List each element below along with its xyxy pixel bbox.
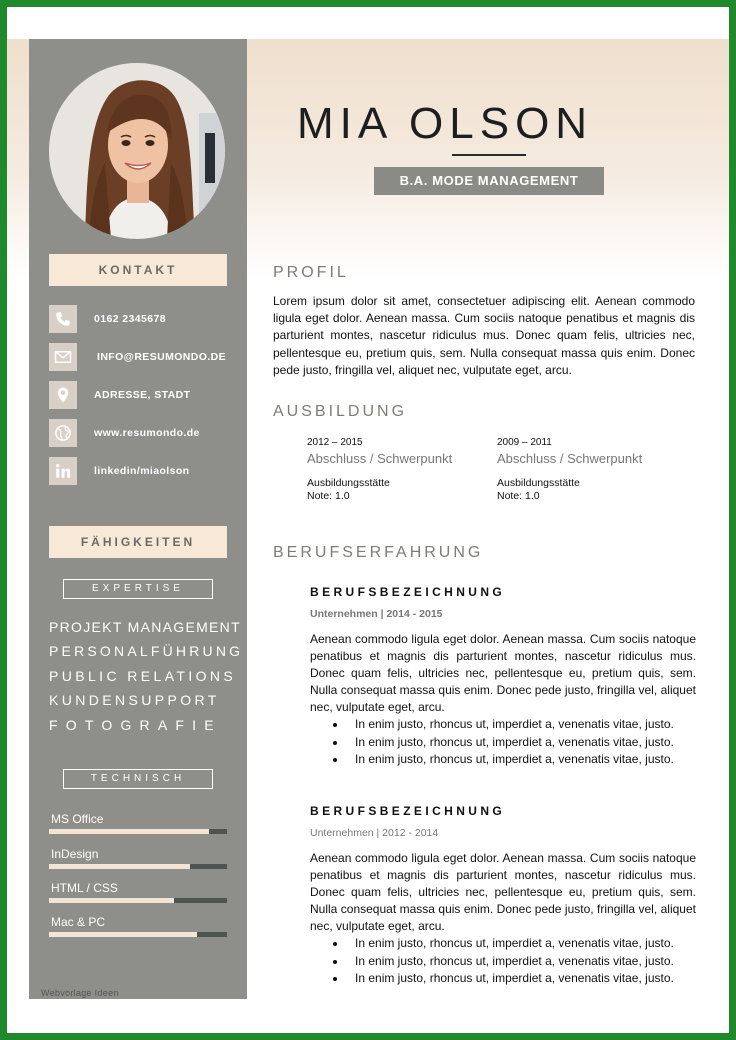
list-item: In enim justo, rhoncus ut, imperdiet a, venenatis vitae, justo. — [331, 734, 696, 752]
watermark: Webvorlage Ideen — [41, 988, 119, 998]
education-degree: Abschluss / Schwerpunkt — [497, 451, 643, 466]
job-entry — [310, 585, 696, 769]
contact-heading: KONTAKT — [49, 254, 227, 286]
contact-email-text: INFO@RESUMONDO.DE — [97, 351, 227, 363]
job-bullets — [331, 935, 696, 988]
education-years: 2012 – 2015 — [307, 437, 363, 448]
sidebar — [29, 39, 247, 999]
degree-badge: B.A. MODE MANAGEMENT — [374, 167, 604, 195]
job-entry — [310, 804, 696, 988]
education-years: 2009 – 2011 — [497, 437, 552, 448]
tech-skill-bar-fill — [49, 932, 197, 937]
education-school: Ausbildungsstätte — [497, 477, 580, 489]
linkedin-icon — [49, 457, 77, 485]
education-degree: Abschluss / Schwerpunkt — [307, 451, 453, 466]
tech-skill-bar-fill — [49, 898, 174, 903]
tech-skill-bar — [49, 932, 227, 937]
tech-skill-bar-fill — [49, 864, 190, 869]
skill-item: PUBLIC RELATIONS — [49, 668, 237, 684]
skill-item: FOTOGRAFIE — [49, 717, 222, 733]
list-item: In enim justo, rhoncus ut, imperdiet a, venenatis vitae, justo. — [331, 970, 696, 988]
list-item: In enim justo, rhoncus ut, imperdiet a, venenatis vitae, justo. — [331, 716, 696, 734]
tech-skill-mac-pc — [49, 915, 227, 937]
contact-email[interactable] — [49, 343, 239, 371]
job-title: BERUFSBEZEICHNUNG — [310, 804, 506, 818]
job-description: Aenean commodo ligula eget dolor. Aenean massa. Cum sociis natoque penatibus et magnis dis parturient montes, nascetur ridiculus mus. Donec quam felis, ultricies nec, pellentesque eu, pretium quis, sem. Nulla consequat massa quis enim. Donec pede justo, fringilla vel, aliquet nec, vulputate eget, arcu. — [310, 632, 696, 714]
tech-skill-label: HTML / CSS — [51, 881, 118, 895]
contact-linkedin-text: linkedin/miaolson — [94, 465, 190, 477]
tech-skill-bar — [49, 864, 227, 869]
candidate-name: MIA OLSON — [297, 99, 594, 148]
tech-skill-html-css — [49, 881, 227, 903]
location-icon — [49, 381, 77, 409]
contact-website[interactable] — [49, 419, 239, 447]
ausbildung-heading: AUSBILDUNG — [273, 403, 408, 420]
job-description: Aenean commodo ligula eget dolor. Aenean massa. Cum sociis natoque penatibus et magnis dis parturient montes, nascetur ridiculus mus. Donec quam felis, ultricies nec, pellentesque eu, pretium quis, sem. Nulla consequat massa quis enim. Donec pede justo, fringilla vel, aliquet nec, vulputate eget, arcu. — [310, 851, 696, 933]
job-company: Unternehmen | 2012 - 2014 — [310, 827, 439, 839]
education-grade: Note: 1.0 — [307, 490, 350, 502]
tech-skill-bar-fill — [49, 829, 209, 834]
job-title: BERUFSBEZEICHNUNG — [310, 585, 506, 599]
job-bullets — [331, 716, 696, 769]
list-item: In enim justo, rhoncus ut, imperdiet a, venenatis vitae, justo. — [331, 953, 696, 971]
contact-phone-text: 0162 2345678 — [94, 313, 166, 325]
name-divider — [452, 154, 526, 156]
globe-icon — [49, 419, 77, 447]
resume-page — [7, 7, 729, 1033]
profile-photo — [49, 63, 225, 239]
tech-skill-bar — [49, 829, 227, 834]
tech-skill-bar — [49, 898, 227, 903]
tech-skill-ms-office — [49, 812, 227, 834]
education-entry — [497, 437, 687, 503]
expertise-heading: EXPERTISE — [63, 579, 213, 599]
contact-linkedin[interactable] — [49, 457, 239, 485]
list-item: In enim justo, rhoncus ut, imperdiet a, venenatis vitae, justo. — [331, 751, 696, 769]
tech-skill-label: Mac & PC — [51, 915, 106, 929]
technical-heading: TECHNISCH — [63, 769, 213, 789]
profil-heading: PROFIL — [273, 264, 349, 281]
contact-address-text: ADRESSE, STADT — [94, 389, 191, 401]
contact-address[interactable] — [49, 381, 239, 409]
education-entry — [307, 437, 497, 503]
mail-icon — [49, 343, 77, 371]
list-item: In enim justo, rhoncus ut, imperdiet a, venenatis vitae, justo. — [331, 935, 696, 953]
berufserfahrung-heading: BERUFSERFAHRUNG — [273, 544, 484, 561]
contact-website-text: www.resumondo.de — [94, 427, 200, 439]
skills-heading: FÄHIGKEITEN — [49, 526, 227, 558]
tech-skill-indesign — [49, 847, 227, 869]
job-company: Unternehmen | 2014 - 2015 — [310, 608, 443, 620]
education-grade: Note: 1.0 — [497, 490, 540, 502]
tech-skill-label: InDesign — [51, 847, 99, 861]
skill-item: PERSONALFÜHRUNG — [49, 643, 244, 659]
profil-text: Lorem ipsum dolor sit amet, consectetuer adipiscing elit. Aenean commodo ligula eget dolor. Aenean massa. Cum sociis natoque penatibus et magnis dis parturient montes, nascetur ridiculus mus. Donec quam felis, ultricies nec, pellentesque eu, pretium quis, sem. Nulla consequat massa quis enim. Donec pede justo, fringilla vel, aliquet nec, vulputate eget, arcu. — [273, 294, 695, 377]
tech-skill-label: MS Office — [51, 812, 104, 826]
skill-item: KUNDENSUPPORT — [49, 692, 220, 708]
phone-icon — [49, 305, 77, 333]
education-school: Ausbildungsstätte — [307, 477, 390, 489]
skill-item: PROJEKT MANAGEMENT — [49, 619, 241, 635]
contact-phone[interactable] — [49, 305, 239, 333]
